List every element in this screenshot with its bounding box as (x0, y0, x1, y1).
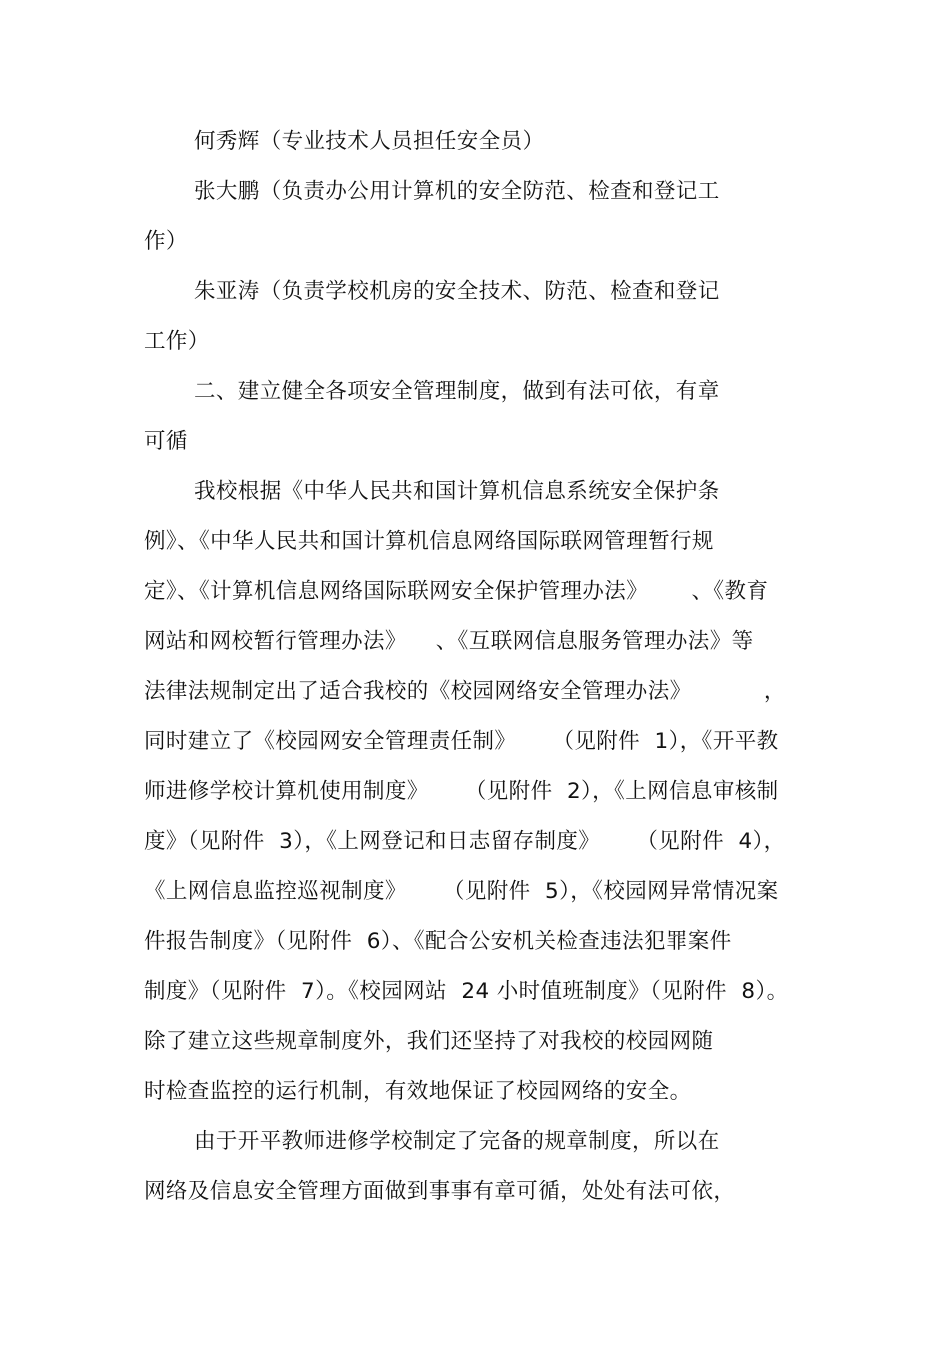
paragraph-line: 度》（见附件 3），《上网登记和日志留存制度》 （见附件 4）， (144, 829, 786, 854)
paragraph-line: 例》、《中华人民共和国计算机信息网络国际联网管理暂行规 (144, 529, 714, 554)
paragraph-line: 《上网信息监控巡视制度》 （见附件 5），《校园网异常情况案 (144, 879, 779, 904)
paragraph-line: 除了建立这些规章制度外，我们还坚持了对我校的校园网随 (144, 1029, 714, 1054)
paragraph-line: 我校根据《中华人民共和国计算机信息系统安全保护条 (194, 479, 720, 504)
paragraph-line: 作） (144, 229, 188, 254)
paragraph-line: 时检查监控的运行机制，有效地保证了校园网络的安全。 (144, 1079, 692, 1104)
paragraph-line: 工作） (144, 329, 210, 354)
paragraph-line: 制度》（见附件 7）。《校园网站 24 小时值班制度》（见附件 8）。 (144, 979, 789, 1004)
paragraph-line: 何秀辉（专业技术人员担任安全员） (194, 129, 545, 154)
paragraph-line: 张大鹏（负责办公用计算机的安全防范、检查和登记工 (194, 179, 720, 204)
paragraph-line: 定》、《计算机信息网络国际联网安全保护管理办法》 、《教育 (144, 579, 769, 604)
paragraph-line: 由于开平教师进修学校制定了完备的规章制度，所以在 (194, 1129, 720, 1154)
paragraph-line: 师进修学校计算机使用制度》 （见附件 2），《上网信息审核制 (144, 779, 779, 804)
paragraph-line: 网络及信息安全管理方面做到事事有章可循，处处有法可依， (144, 1179, 736, 1204)
paragraph-line: 朱亚涛（负责学校机房的安全技术、防范、检查和登记 (194, 279, 720, 304)
paragraph-line: 件报告制度》（见附件 6）、《配合公安机关检查违法犯罪案件 (144, 929, 732, 954)
section-heading-line: 可循 (144, 429, 188, 454)
section-heading-line: 二、建立健全各项安全管理制度，做到有法可依，有章 (194, 379, 720, 404)
paragraph-line: 法律法规制定出了适合我校的《校园网络安全管理办法》 ， (144, 679, 786, 704)
paragraph-line: 网站和网校暂行管理办法》 、《互联网信息服务管理办法》等 (144, 629, 754, 654)
paragraph-line: 同时建立了《校园网安全管理责任制》 （见附件 1），《开平教 (144, 729, 779, 754)
